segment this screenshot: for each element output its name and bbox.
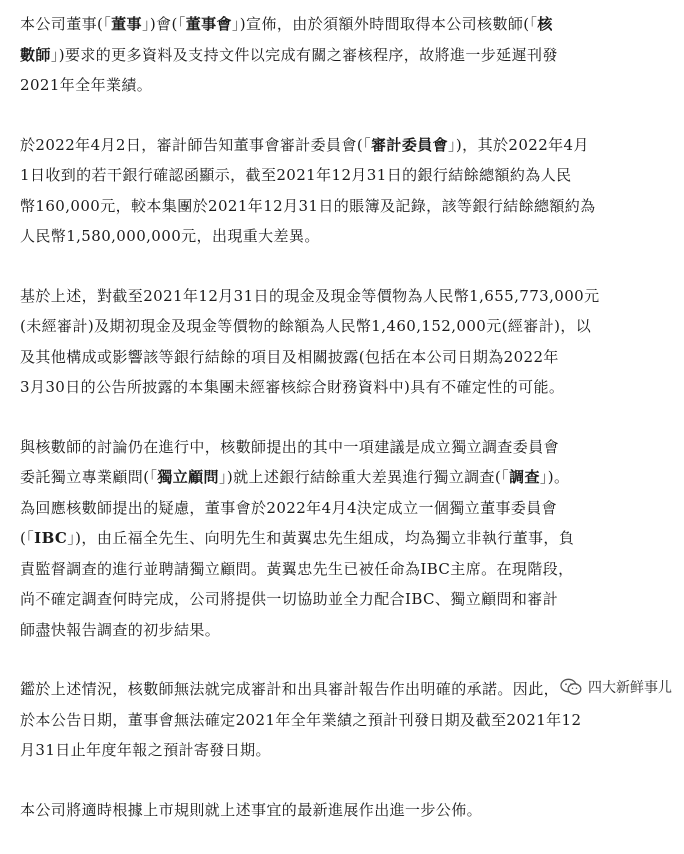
text-line — [20, 9, 666, 40]
watermark-text: 四大新鲜事儿 — [588, 680, 672, 696]
text-line — [20, 523, 666, 554]
text-segment: 尚不確定調查何時完成，公司將提供一切協助並全力配合IBC、獨立顧問和審計 — [20, 590, 559, 608]
text-segment: 及其他構成或影響該等銀行結餘的項目及相關披露(包括在本公司日期為2022年 — [20, 347, 559, 366]
text-line — [20, 281, 666, 312]
text-segment: 師盡快報告調查的初步結果。 — [20, 620, 221, 639]
defined-term: 審計委員會 — [371, 135, 449, 154]
text-segment: 為回應核數師提出的疑慮，董事會於2022年4月4決定成立一個獨立董事委員會 — [20, 498, 558, 517]
text-line — [20, 432, 666, 463]
defined-term: 數師 — [20, 45, 51, 64]
text-segment: 於本公告日期，董事會無法確定2021年全年業績之預計刊發日期及截至2021年12 — [20, 710, 582, 729]
text-line — [20, 311, 666, 342]
defined-term: 董事會 — [185, 15, 232, 33]
text-line — [20, 191, 666, 222]
text-segment: 」)宣佈，由於須額外時間取得本公司核數師(「 — [231, 15, 538, 33]
paragraph — [20, 9, 666, 101]
defined-term: 董事 — [111, 15, 142, 33]
text-line — [20, 372, 666, 403]
text-line — [20, 493, 666, 524]
paragraph — [20, 795, 666, 826]
text-line — [20, 40, 666, 71]
text-line — [20, 735, 666, 766]
paragraph — [20, 281, 666, 403]
text-segment: 基於上述，對截至2021年12月31日的現金及現金等價物為人民幣1,655,773,000元 — [20, 286, 600, 305]
defined-term: IBC — [34, 529, 68, 547]
text-line — [20, 160, 666, 191]
text-segment: 本公司將適時根據上市規則就上述事宜的最新進展作出進一步公佈。 — [20, 800, 483, 819]
text-segment: 於2022年4月2日，審計師告知董事會審計委員會(「 — [20, 135, 372, 154]
text-segment: (未經審計)及期初現金及現金等價物的餘額為人民幣1,460,152,000元(經審計)，以 — [20, 317, 592, 335]
wechat-icon — [560, 678, 582, 696]
text-line — [20, 615, 666, 646]
text-line — [20, 584, 666, 615]
text-segment: 鑑於上述情況，核數師無法就完成審計和出具審計報告作出明確的承諾。因此， — [20, 680, 560, 698]
text-line — [20, 221, 666, 252]
announcement-body — [20, 9, 666, 854]
watermark — [560, 677, 672, 697]
text-segment: (「 — [20, 529, 35, 547]
text-segment: 人民幣1,580,000,000元，出現重大差異。 — [20, 227, 320, 245]
text-segment: 」)就上述銀行結餘重大差異進行獨立調查(「 — [218, 468, 510, 486]
text-segment: 」)，由丘福全先生、向明先生和黃翼忠先生組成，均為獨立非執行董事，負 — [67, 529, 575, 547]
paragraph — [20, 130, 666, 252]
text-line — [20, 70, 666, 101]
text-segment: 1日收到的若干銀行確認函顯示，截至2021年12月31日的銀行結餘總額約為人民 — [20, 166, 572, 184]
text-segment: 幣160,000元，較本集團於2021年12月31日的賬簿及記錄，該等銀行結餘總額約為 — [20, 196, 596, 215]
text-line — [20, 705, 666, 736]
text-segment: 」)。 — [539, 468, 570, 486]
text-line — [20, 130, 666, 161]
text-segment: 與核數師的討論仍在進行中，核數師提出的其中一項建議是成立獨立調查委員會 — [20, 437, 560, 456]
text-line — [20, 554, 666, 585]
text-line — [20, 462, 666, 493]
defined-term: 調查 — [509, 468, 540, 486]
text-segment: 3月30日的公告所披露的本集團未經審核綜合財務資料中)具有不確定性的可能。 — [20, 378, 565, 396]
text-segment: 責監督調查的進行並聘請獨立顧問。黃翼忠先生已被任命為IBC主席。在現階段， — [20, 559, 574, 578]
text-segment: 月31日止年度年報之預計寄發日期。 — [20, 741, 271, 759]
text-line — [20, 795, 666, 826]
text-segment: 」)要求的更多資料及支持文件以完成有關之審核程序，故將進一步延遲刊發 — [50, 45, 558, 64]
defined-term: 獨立顧問 — [157, 468, 219, 486]
defined-term: 核 — [537, 15, 553, 33]
text-segment: 」)，其於2022年4月 — [448, 135, 589, 154]
text-segment: 本公司董事(「 — [20, 15, 112, 33]
text-segment: 委託獨立專業顧問(「 — [20, 468, 158, 486]
text-line — [20, 342, 666, 373]
text-segment: 」)會(「 — [141, 15, 186, 33]
paragraph — [20, 432, 666, 646]
text-segment: 2021年全年業績。 — [20, 76, 153, 94]
